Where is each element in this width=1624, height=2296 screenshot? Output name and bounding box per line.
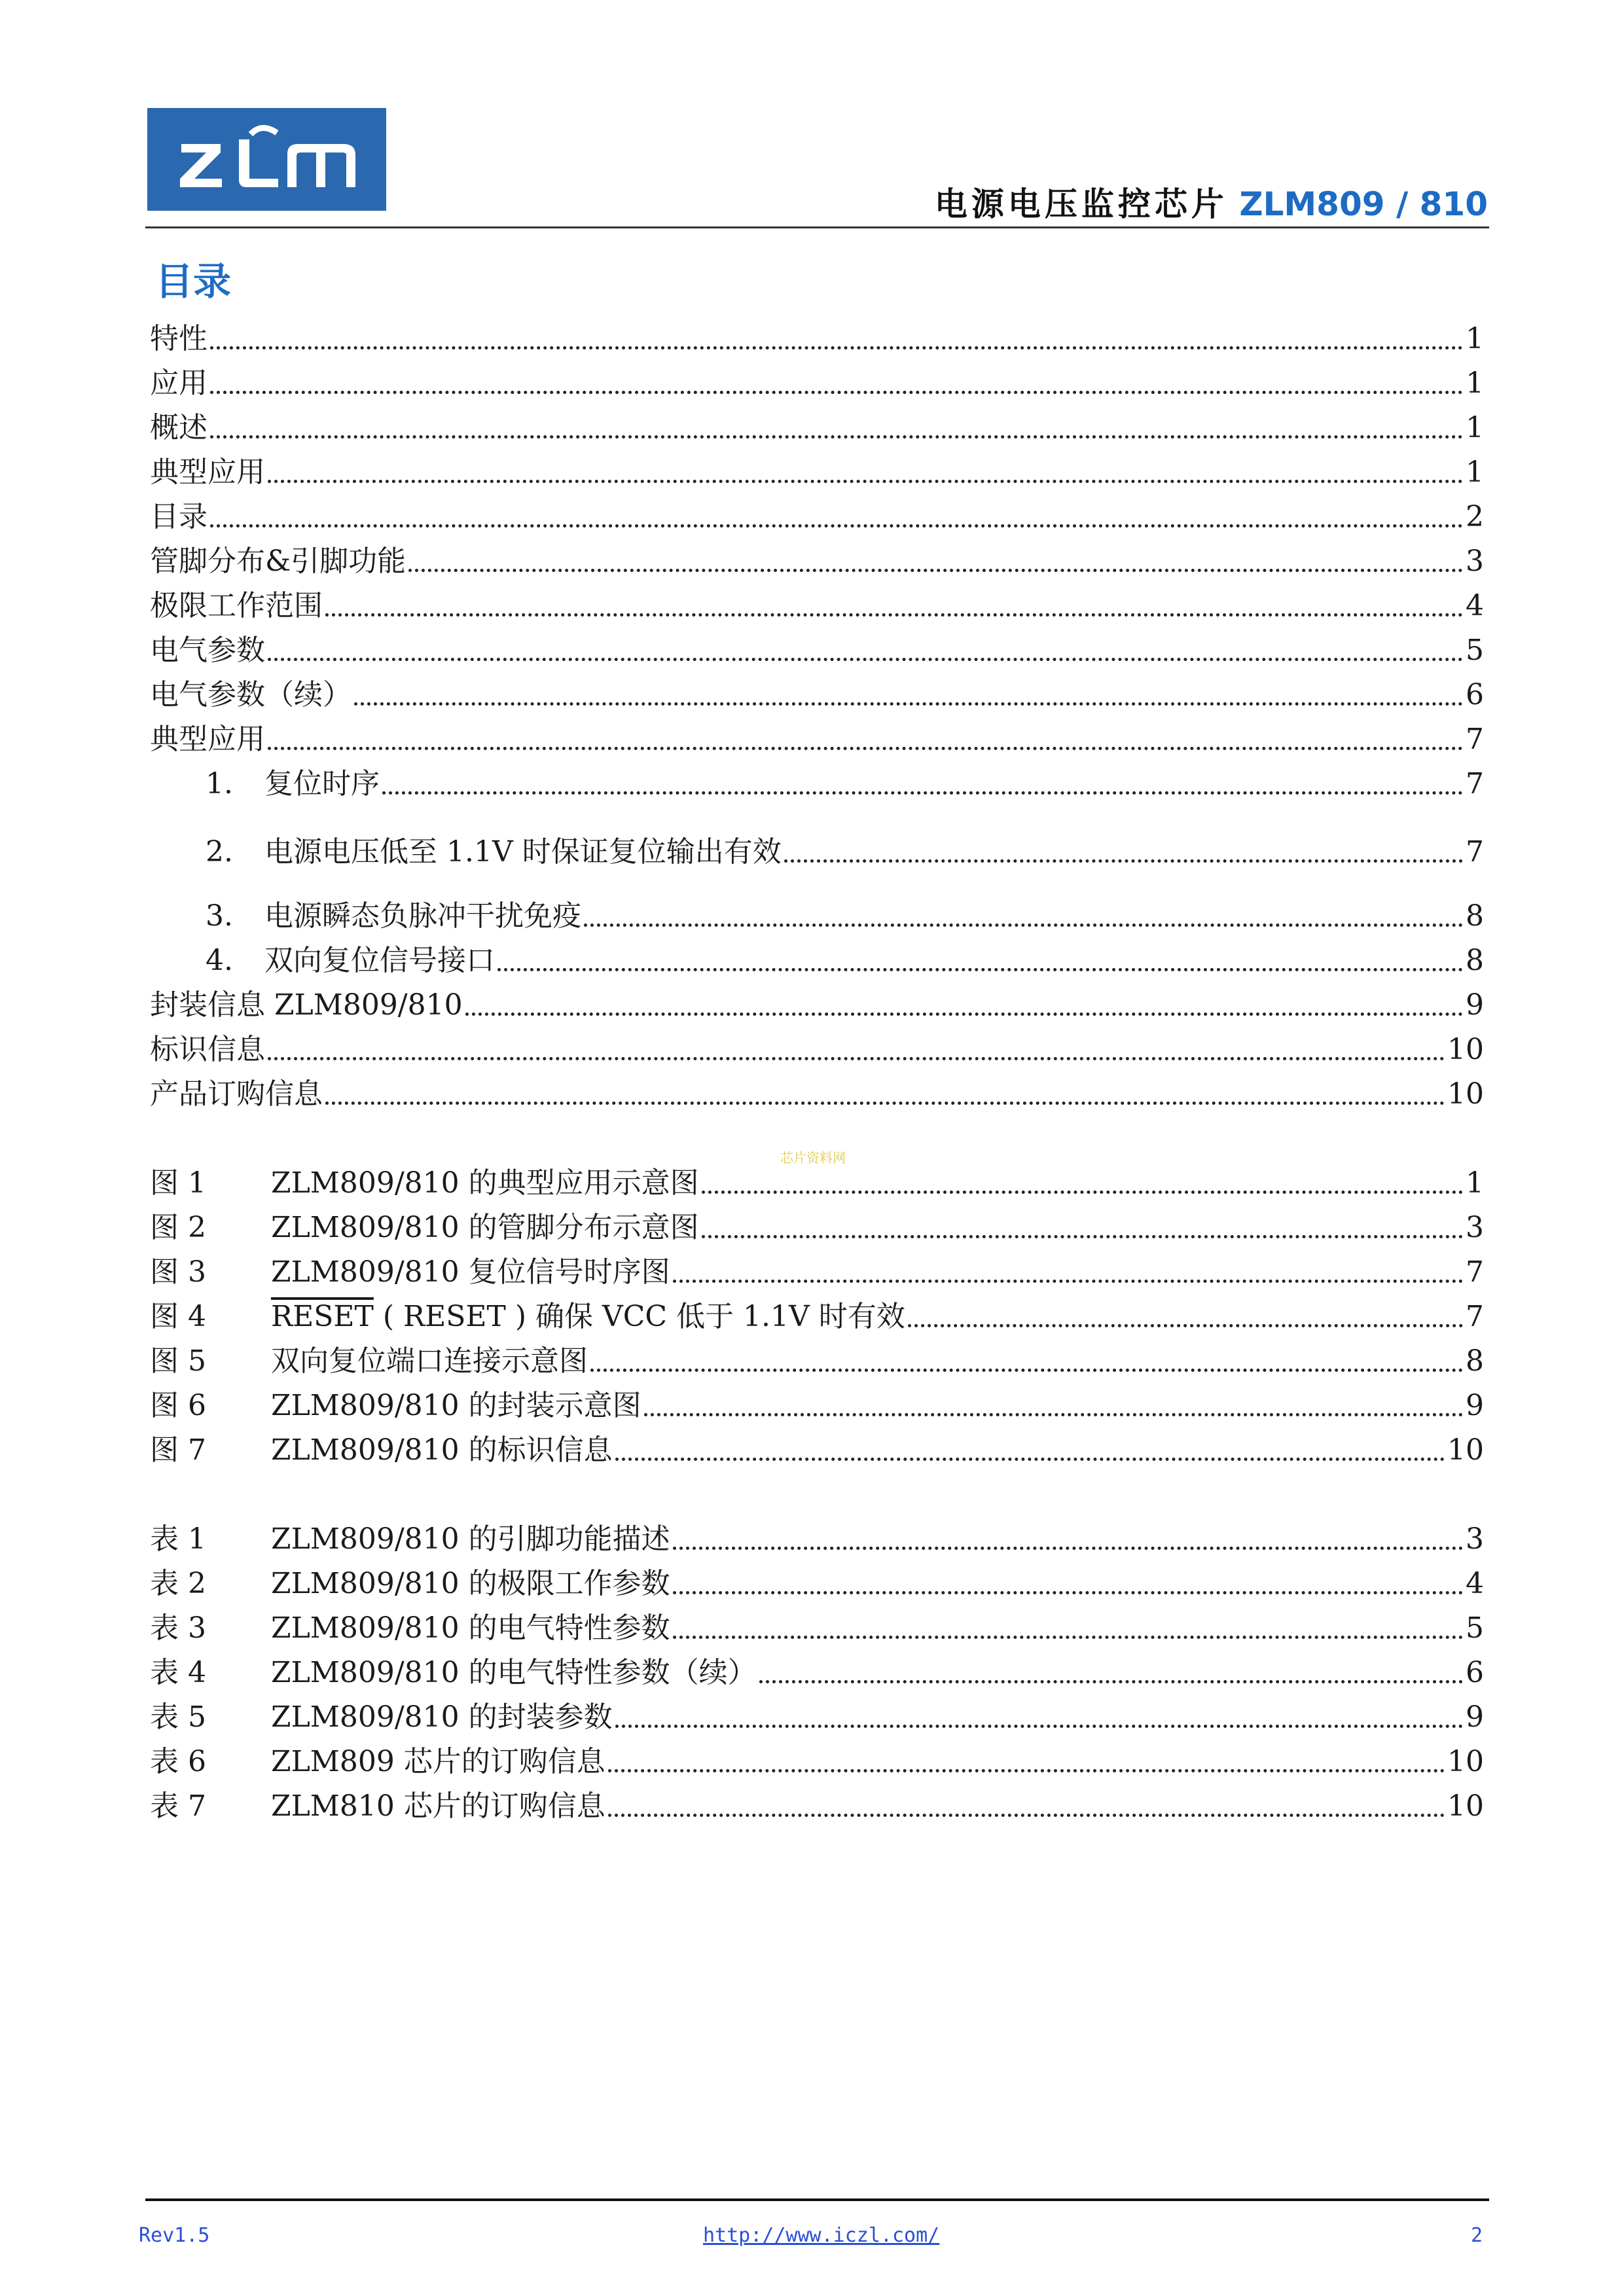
figure-label: ZLM809/810 的封装示意图 [271, 1389, 641, 1422]
toc-entry-label: 极限工作范围 [150, 589, 323, 622]
figure-entry[interactable] [150, 1297, 1484, 1336]
figure-page: 7 [1466, 1255, 1484, 1289]
table-label: ZLM809 芯片的订购信息 [271, 1745, 605, 1778]
reset-bar-text: RESET [271, 1300, 374, 1333]
dot-leader [673, 1591, 1463, 1594]
figure-page: 10 [1447, 1433, 1484, 1467]
toc-entry-page: 8 [1466, 899, 1484, 933]
title-model: ZLM809 / 810 [1239, 185, 1488, 223]
toc-entry-label: 典型应用 [150, 723, 265, 756]
toc-entry-page: 3 [1466, 545, 1484, 578]
toc-entry-label: 应用 [150, 367, 208, 400]
watermark-text: 芯片资料网 [780, 1150, 846, 1166]
figure-tag: 图 7 [150, 1433, 206, 1467]
toc-entry-label: 复位时序 [264, 767, 380, 800]
toc-entry[interactable] [150, 497, 1484, 537]
figure-entry[interactable] [150, 1386, 1484, 1426]
toc-entry[interactable] [150, 1030, 1484, 1069]
toc-entry-page: 2 [1466, 500, 1484, 533]
table-page: 10 [1447, 1789, 1484, 1823]
figure-page: 8 [1466, 1344, 1484, 1378]
dot-leader [354, 702, 1463, 706]
figure-entry[interactable] [150, 1253, 1484, 1292]
figure-page: 7 [1466, 1300, 1484, 1333]
table-entry[interactable] [150, 1653, 1484, 1693]
table-tag: 表 6 [150, 1745, 206, 1778]
toc-entry-page: 5 [1466, 634, 1484, 667]
dot-leader [325, 1102, 1445, 1105]
dot-leader [673, 1636, 1463, 1639]
dot-leader [908, 1324, 1463, 1327]
figure-entry[interactable] [150, 1208, 1484, 1247]
toc-entry[interactable] [150, 542, 1484, 581]
toc-entry-label: 典型应用 [150, 456, 265, 489]
toc-entry-page: 7 [1466, 723, 1484, 756]
figure-entry[interactable] [150, 1342, 1484, 1381]
toc-entry-label: 电气参数（续） [150, 678, 352, 711]
toc-entry-label: 双向复位信号接口 [264, 944, 495, 977]
dot-leader [268, 658, 1463, 661]
table-page: 5 [1466, 1611, 1484, 1645]
toc-entry[interactable] [150, 364, 1484, 403]
toc-entry-page: 8 [1466, 944, 1484, 977]
figure-tag: 图 6 [150, 1389, 206, 1422]
dot-leader [408, 569, 1463, 572]
table-label: ZLM809/810 的极限工作参数 [271, 1567, 670, 1600]
table-label: ZLM809/810 的引脚功能描述 [271, 1522, 670, 1556]
toc-subentry[interactable] [206, 833, 1484, 872]
toc-entry-label: 封装信息 ZLM809/810 [150, 988, 463, 1022]
toc-entry[interactable] [150, 720, 1484, 759]
toc-subentry[interactable] [206, 897, 1484, 936]
toc-entry-label: 管脚分布&引脚功能 [150, 545, 406, 578]
figure-label: ZLM809/810 的管脚分布示意图 [271, 1211, 699, 1244]
toc-entry-page: 1 [1466, 322, 1484, 355]
table-page: 6 [1466, 1656, 1484, 1689]
toc-entry[interactable] [150, 586, 1484, 626]
table-entry[interactable] [150, 1742, 1484, 1782]
toc-entry-label: 电源瞬态负脉冲干扰免疫 [264, 899, 581, 933]
table-tag: 表 1 [150, 1522, 206, 1556]
toc-entry-page: 10 [1447, 1077, 1484, 1111]
toc-subentry-number: 3. [206, 899, 233, 933]
toc-entry[interactable] [150, 408, 1484, 448]
dot-leader [759, 1680, 1463, 1683]
toc-entry-label: 产品订购信息 [150, 1077, 323, 1111]
figure-page: 3 [1466, 1211, 1484, 1244]
figure-label: ZLM809/810 的典型应用示意图 [271, 1166, 699, 1200]
table-tag: 表 4 [150, 1656, 206, 1689]
figure-tag: 图 2 [150, 1211, 206, 1244]
dot-leader [210, 346, 1463, 350]
dot-leader [608, 1814, 1445, 1817]
figure-tag: 图 4 [150, 1300, 206, 1333]
table-tag: 表 2 [150, 1567, 206, 1600]
dot-leader [382, 791, 1463, 795]
table-tag: 表 7 [150, 1789, 206, 1823]
dot-leader [615, 1725, 1463, 1728]
dot-leader [702, 1191, 1463, 1194]
toc-subentry-number: 1. [206, 767, 233, 800]
dot-leader [784, 859, 1463, 863]
toc-subentry-number: 2. [206, 835, 233, 869]
table-entry[interactable] [150, 1564, 1484, 1604]
figure-tag: 图 3 [150, 1255, 206, 1289]
figure-label-rest: ( RESET ) 确保 VCC 低于 1.1V 时有效 [373, 1300, 905, 1333]
dot-leader [608, 1769, 1445, 1772]
dot-leader [268, 480, 1463, 483]
toc-entry-page: 9 [1466, 988, 1484, 1022]
dot-leader [268, 747, 1463, 750]
table-page: 10 [1447, 1745, 1484, 1778]
figure-page: 9 [1466, 1389, 1484, 1422]
table-entry[interactable] [150, 1520, 1484, 1559]
toc-entry-page: 1 [1466, 411, 1484, 444]
table-tag: 表 5 [150, 1700, 206, 1734]
table-entry[interactable] [150, 1787, 1484, 1826]
dot-leader [497, 968, 1463, 971]
figure-label: ZLM809/810 的标识信息 [271, 1433, 613, 1467]
toc-entry[interactable] [150, 631, 1484, 670]
toc-entry-label: 标识信息 [150, 1033, 265, 1066]
figure-label: ZLM809/810 复位信号时序图 [271, 1255, 670, 1289]
toc-entry-page: 10 [1447, 1033, 1484, 1066]
figure-label: 双向复位端口连接示意图 [271, 1344, 588, 1378]
toc-entry-label: 特性 [150, 322, 208, 355]
toc-entry-page: 6 [1466, 678, 1484, 711]
toc-heading: 目录 [155, 259, 232, 304]
footer-page-number: 2 [1470, 2224, 1483, 2247]
toc-subentry[interactable] [206, 764, 1484, 804]
toc-entry[interactable] [150, 1075, 1484, 1114]
toc-entry-page: 7 [1466, 767, 1484, 800]
table-label: ZLM810 芯片的订购信息 [271, 1789, 605, 1823]
table-label: ZLM809/810 的电气特性参数（续） [271, 1656, 757, 1689]
toc-entry-label: 目录 [150, 500, 208, 533]
toc-entry[interactable] [150, 986, 1484, 1025]
table-page: 9 [1466, 1700, 1484, 1734]
figure-page: 1 [1466, 1166, 1484, 1200]
table-entry[interactable] [150, 1698, 1484, 1737]
table-label: ZLM809/810 的电气特性参数 [271, 1611, 670, 1645]
company-logo [147, 108, 386, 211]
dot-leader [325, 613, 1463, 617]
dot-leader [268, 1057, 1445, 1060]
toc-entry-page: 7 [1466, 835, 1484, 869]
footer-url-link[interactable]: http://www.iczl.com/ [703, 2224, 940, 2247]
dot-leader [673, 1547, 1463, 1550]
dot-leader [673, 1280, 1463, 1283]
toc-entry-page: 1 [1466, 456, 1484, 489]
figure-entry[interactable] [150, 1164, 1484, 1203]
toc-entry-label: 电源电压低至 1.1V 时保证复位输出有效 [264, 835, 782, 869]
dot-leader [615, 1458, 1445, 1461]
dot-leader [210, 391, 1463, 394]
dot-leader [584, 924, 1463, 927]
figure-label [271, 1297, 905, 1336]
toc-entry[interactable] [150, 319, 1484, 359]
toc-entry-label: 概述 [150, 411, 208, 444]
footer-divider [145, 2198, 1489, 2201]
title-cn: 电源电压监控芯片 [934, 185, 1228, 223]
dot-leader [465, 1013, 1463, 1016]
dot-leader [702, 1235, 1463, 1238]
dot-leader [644, 1413, 1463, 1416]
header-divider [145, 226, 1489, 228]
toc-subentry-number: 4. [206, 944, 233, 977]
dot-leader [210, 435, 1463, 439]
dot-leader [210, 524, 1463, 528]
table-label: ZLM809/810 的封装参数 [271, 1700, 613, 1734]
figure-tag: 图 1 [150, 1166, 206, 1200]
toc-entry-label: 电气参数 [150, 634, 265, 667]
toc-entry[interactable] [150, 675, 1484, 715]
table-page: 4 [1466, 1567, 1484, 1600]
toc-entry[interactable] [150, 453, 1484, 492]
toc-subentry[interactable] [206, 941, 1484, 980]
footer-revision: Rev1.5 [139, 2224, 210, 2247]
figure-tag: 图 5 [150, 1344, 206, 1378]
toc-entry-page: 1 [1466, 367, 1484, 400]
zlm-logo-icon [147, 108, 386, 211]
table-page: 3 [1466, 1522, 1484, 1556]
figure-entry[interactable] [150, 1431, 1484, 1470]
toc-entry-page: 4 [1466, 589, 1484, 622]
dot-leader [590, 1369, 1463, 1372]
table-tag: 表 3 [150, 1611, 206, 1645]
document-title [935, 178, 1488, 224]
table-entry[interactable] [150, 1609, 1484, 1648]
